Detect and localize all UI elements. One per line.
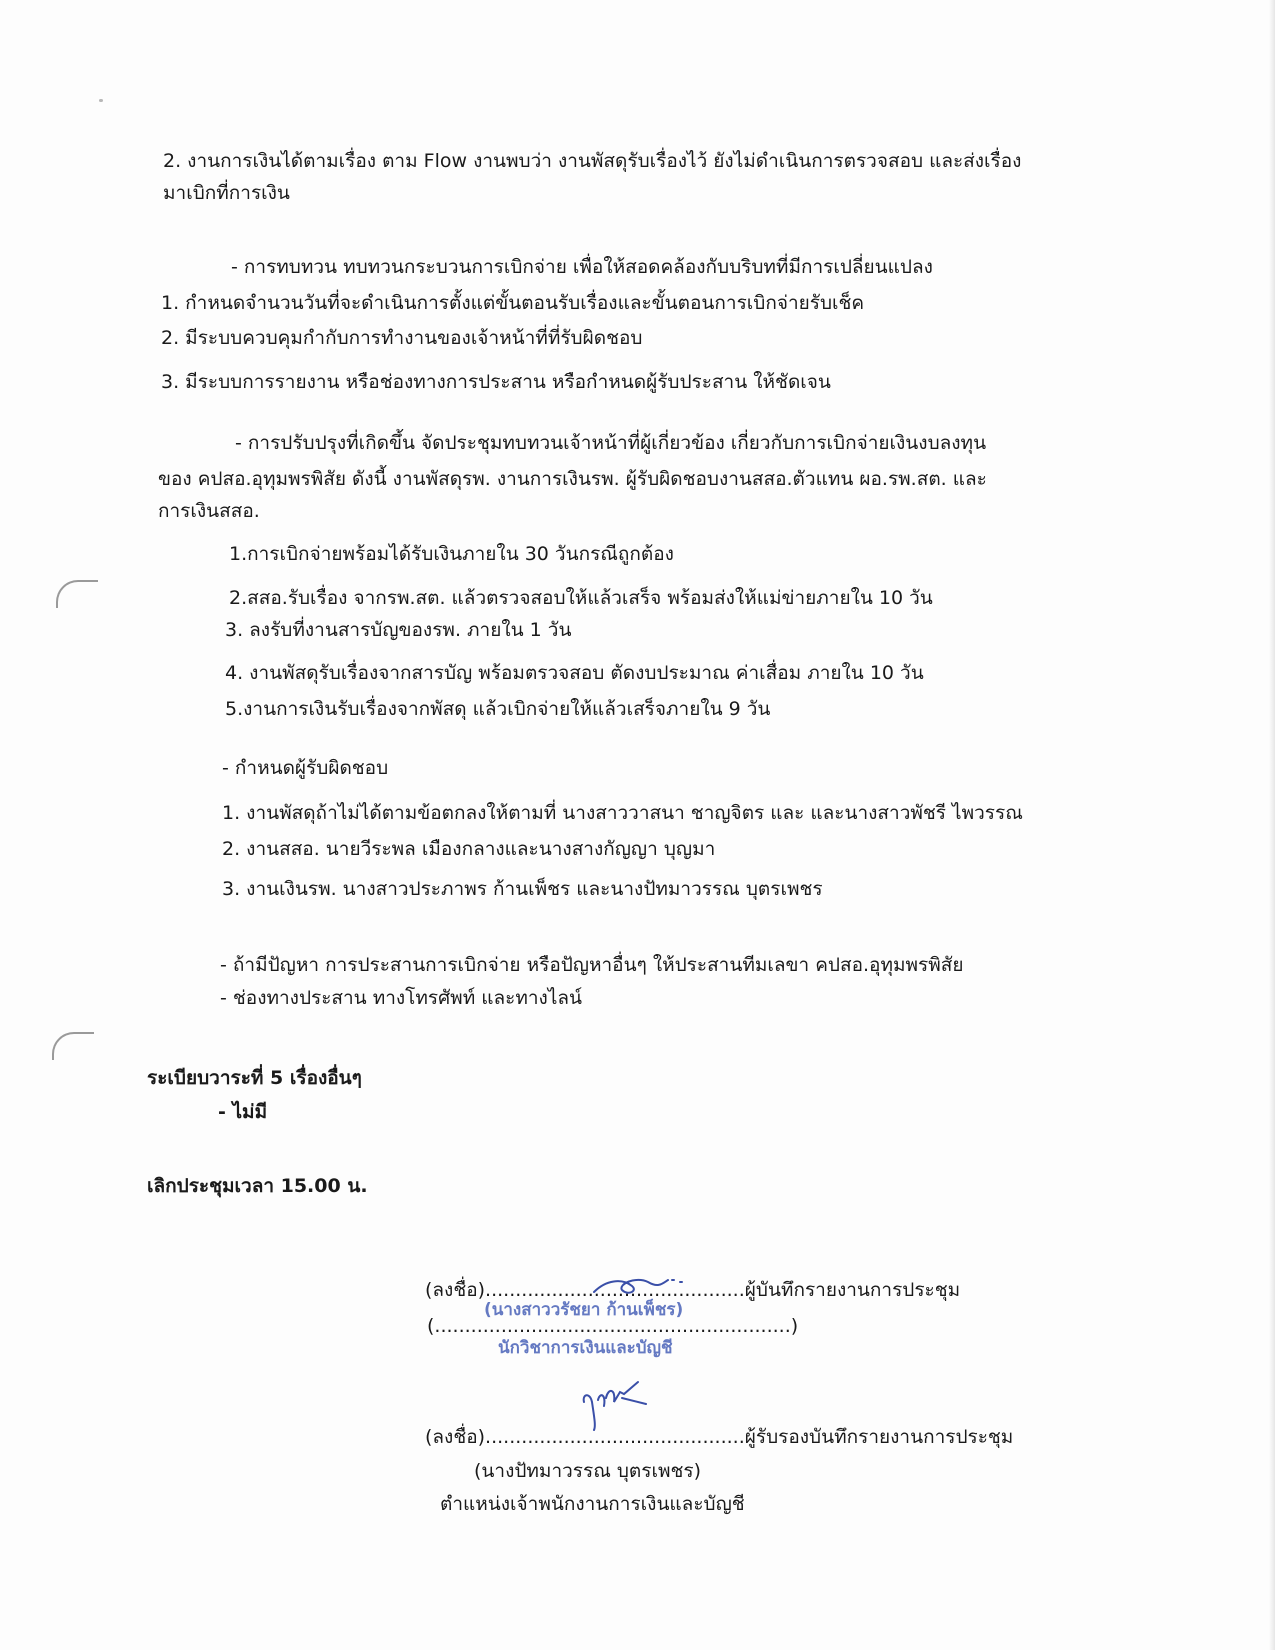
agenda5-heading: ระเบียบวาระที่ 5 เรื่องอื่นๆ bbox=[147, 1067, 362, 1089]
improvement-line3: การเงินสสอ. bbox=[158, 500, 260, 522]
signature1-stamp-title: นักวิชาการเงินและบัญชี bbox=[498, 1338, 673, 1358]
improvement-line2: ของ คปสอ.อุทุมพรพิสัย ดังนี้ งานพัสดุรพ. งานการเงินรพ. ผู้รับผิดชอบงานสสอ.ตัวแทน ผอ.รพ.สต. และ bbox=[158, 468, 987, 490]
review-heading: - การทบทวน ทบทวนกระบวนการเบิกจ่าย เพื่อให้สอดคล้องกับบริบทที่มีการเปลี่ยนแปลง bbox=[231, 256, 933, 278]
improvement-item-4: 4. งานพัสดุรับเรื่องจากสารบัญ พร้อมตรวจสอบ ตัดงบประมาณ ค่าเสื่อม ภายใน 10 วัน bbox=[225, 662, 924, 684]
signature2-position-line: ตำแหน่งเจ้าพนักงานการเงินและบัญชี bbox=[440, 1493, 745, 1515]
item2-line2: มาเบิกที่การเงิน bbox=[163, 182, 290, 204]
review-item-2: 2. มีระบบควบคุมกำกับการทำงานของเจ้าหน้าที่ที่รับผิดชอบ bbox=[161, 327, 643, 349]
review-item-1: 1. กำหนดจำนวนวันที่จะดำเนินการตั้งแต่ขั้นตอนรับเรื่องและขั้นตอนการเบิกจ่ายรับเช็ค bbox=[161, 292, 865, 314]
improvement-line1: - การปรับปรุงที่เกิดขึ้น จัดประชุมทบทวนเจ้าหน้าที่ผู้เกี่ยวข้อง เกี่ยวกับการเบิกจ่ายเงินงบลงทุน bbox=[235, 432, 987, 454]
responsible-item-3: 3. งานเงินรพ. นางสาวประภาพร ก้านเพ็ชร และนางปัทมาวรรณ บุตรเพชร bbox=[222, 878, 823, 900]
improvement-item-5: 5.งานการเงินรับเรื่องจากพัสดุ แล้วเบิกจ่ายให้แล้วเสร็จภายใน 9 วัน bbox=[225, 698, 771, 720]
contact-line2: - ช่องทางประสาน ทางโทรศัพท์ และทางไลน์ bbox=[220, 987, 583, 1009]
punch-hole-mark bbox=[56, 580, 98, 608]
closing-time: เลิกประชุมเวลา 15.00 น. bbox=[147, 1175, 368, 1197]
item2-line1: 2. งานการเงินได้ตามเรื่อง ตาม Flow งานพบว่า งานพัสดุรับเรื่องไว้ ยังไม่ดำเนินการตรวจสอบ และส่งเรื่อง bbox=[163, 150, 1022, 172]
responsible-item-1: 1. งานพัสดุถ้าไม่ได้ตามข้อตกลงให้ตามที่ นางสาววาสนา ชาญจิตร และ และนางสาวพัชรี ไพวรรณ bbox=[222, 802, 1023, 824]
page-edge-shadow bbox=[1269, 0, 1275, 1650]
scan-speck bbox=[99, 99, 103, 102]
improvement-item-2: 2.สสอ.รับเรื่อง จากรพ.สต. แล้วตรวจสอบให้แล้วเสร็จ พร้อมส่งให้แม่ข่ายภายใน 10 วัน bbox=[229, 587, 933, 609]
signature1-stamp-name: (นางสาววรัชยา ก้านเพ็ชร) bbox=[484, 1300, 684, 1320]
improvement-item-1: 1.การเบิกจ่ายพร้อมได้รับเงินภายใน 30 วันกรณีถูกต้อง bbox=[229, 543, 674, 565]
contact-line1: - ถ้ามีปัญหา การประสานการเบิกจ่าย หรือปัญหาอื่นๆ ให้ประสานทีมเลขา คปสอ.อุทุมพรพิสัย bbox=[220, 954, 964, 976]
signature2-name-line: (นางปัทมาวรรณ บุตรเพชร) bbox=[474, 1460, 702, 1482]
responsible-heading: - กำหนดผู้รับผิดชอบ bbox=[222, 757, 389, 779]
responsible-item-2: 2. งานสสอ. นายวีระพล เมืองกลางและนางสางกัญญา บุญมา bbox=[222, 838, 716, 860]
signature2-sign-line: (ลงชื่อ)...........................................ผู้รับรองบันทึกรายงานการประชุม bbox=[425, 1426, 1014, 1448]
review-item-3: 3. มีระบบการรายงาน หรือช่องทางการประสาน หรือกำหนดผู้รับประสาน ให้ชัดเจน bbox=[161, 371, 831, 393]
agenda5-item: - ไม่มี bbox=[218, 1101, 268, 1123]
punch-hole-mark bbox=[52, 1032, 94, 1060]
improvement-item-3: 3. ลงรับที่งานสารบัญของรพ. ภายใน 1 วัน bbox=[225, 619, 572, 641]
signature1-sign-line: (ลงชื่อ)...........................................ผู้บันทึกรายงานการประชุม bbox=[425, 1279, 961, 1301]
signature1-name-line: (...........................................................) bbox=[427, 1315, 799, 1337]
